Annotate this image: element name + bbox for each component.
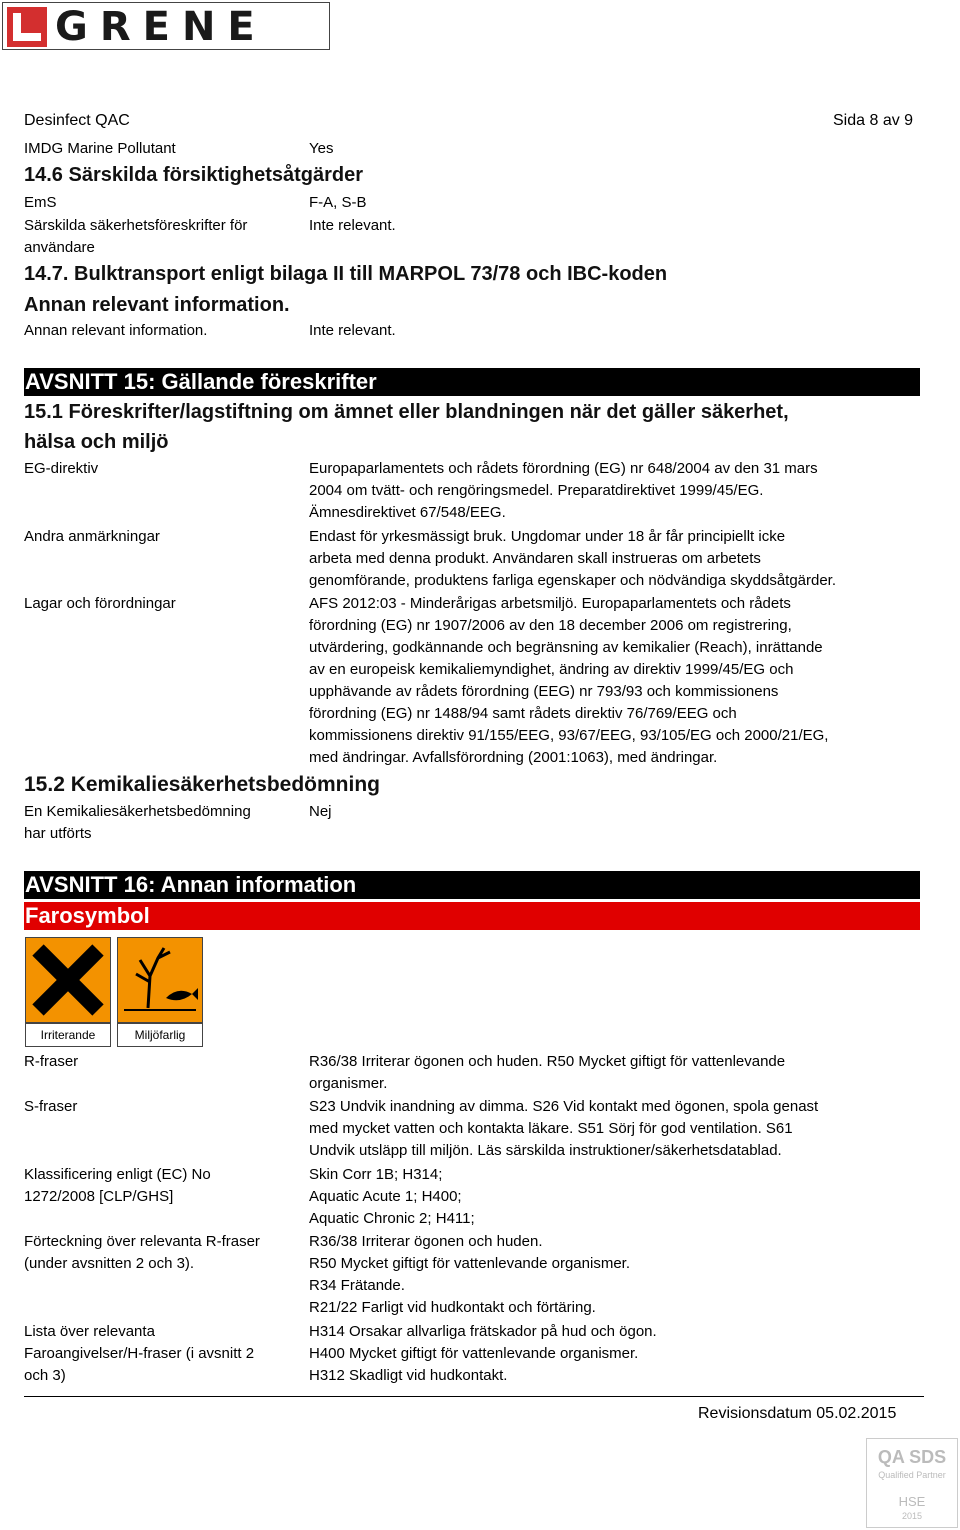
r-phrases-line1: R36/38 Irriterar ögonen och huden. R50 Mycket giftigt för vattenlevande bbox=[309, 1053, 786, 1070]
s-phrases-line2: med mycket vatten och kontakta läkare. S51 Sörj för god ventilation. S61 bbox=[309, 1120, 793, 1137]
laws-label: Lagar och förordningar bbox=[24, 595, 176, 612]
section-16-bar: AVSNITT 16: Annan information bbox=[24, 871, 920, 899]
other-info-heading: Annan relevant information. bbox=[24, 294, 290, 316]
csa-value: Nej bbox=[309, 803, 332, 820]
laws-line4: av en europeisk kemikaliemyndighet, ändring av direktiv 1999/45/EG och bbox=[309, 661, 794, 678]
classification-label-2: 1272/2008 [CLP/GHS] bbox=[24, 1188, 174, 1205]
symbol-label-environment: Miljöfarlig bbox=[117, 1023, 203, 1047]
heading-15-1-line1: 15.1 Föreskrifter/lagstiftning om ämnet eller blandningen när det gäller säkerhet, bbox=[24, 401, 789, 423]
company-logo bbox=[2, 2, 330, 50]
csa-label-1: En Kemikaliesäkerhetsbedömning bbox=[24, 803, 251, 820]
classification-line3: Aquatic Chronic 2; H411; bbox=[309, 1210, 475, 1227]
logo-mark-icon bbox=[7, 7, 47, 47]
eg-directive-line1: Europaparlamentets och rådets förordning (EG) nr 648/2004 av den 31 mars bbox=[309, 460, 818, 477]
csa-label-2: har utförts bbox=[24, 825, 92, 842]
badge-subtitle: Qualified Partner bbox=[878, 1470, 946, 1480]
laws-line2: förordning (EG) nr 1907/2006 av den 18 december 2006 om registrering, bbox=[309, 617, 792, 634]
product-name: Desinfect QAC bbox=[24, 112, 130, 129]
h-list-line3: H312 Skadligt vid hudkontakt. bbox=[309, 1367, 508, 1384]
laws-line8: med ändringar. Avfallsförordning (2001:1063), med ändringar. bbox=[309, 749, 718, 766]
laws-line1: AFS 2012:03 - Minderårigas arbetsmiljö. Europaparlamentets och rådets bbox=[309, 595, 791, 612]
other-info-value: Inte relevant. bbox=[309, 322, 396, 339]
r-phrases-line2: organismer. bbox=[309, 1075, 388, 1092]
special-label-2: användare bbox=[24, 239, 95, 256]
remarks-line2: arbeta med denna produkt. Användaren skall instrueras om arbetets bbox=[309, 550, 761, 567]
remarks-line3: genomförande, produktens farliga egenskaper och nödvändiga skyddsåtgärder. bbox=[309, 572, 837, 589]
r-phrases-label: R-fraser bbox=[24, 1053, 79, 1070]
heading-15-1-line2: hälsa och miljö bbox=[24, 431, 169, 453]
special-value: Inte relevant. bbox=[309, 217, 396, 234]
r-list-line2: R50 Mycket giftigt för vattenlevande organismer. bbox=[309, 1255, 630, 1272]
special-label-1: Särskilda säkerhetsföreskrifter för bbox=[24, 217, 248, 234]
r-list-line4: R21/22 Farligt vid hudkontakt och förtäring. bbox=[309, 1299, 596, 1316]
laws-line7: kommissionens direktiv 91/155/EEG, 93/67/EEG, 93/105/EG och 2000/21/EG, bbox=[309, 727, 829, 744]
logo-brand-text: GRENE bbox=[55, 4, 267, 50]
r-list-label-1: Förteckning över relevanta R-fraser bbox=[24, 1233, 260, 1250]
ems-value: F-A, S-B bbox=[309, 194, 367, 211]
laws-line6: förordning (EG) nr 1488/94 samt rådets direktiv 76/769/EEG och bbox=[309, 705, 737, 722]
remarks-line1: Endast för yrkesmässigt bruk. Ungdomar under 18 år får principiellt icke bbox=[309, 528, 786, 545]
h-list-label-1: Lista över relevanta bbox=[24, 1323, 155, 1340]
revision-date: Revisionsdatum 05.02.2015 bbox=[698, 1405, 897, 1422]
s-phrases-label: S-fraser bbox=[24, 1098, 78, 1115]
laws-line5: upphävande av rådets förordning (EEG) nr 793/93 och kommissionens bbox=[309, 683, 779, 700]
cross-icon bbox=[25, 937, 111, 1023]
imdg-value: Yes bbox=[309, 140, 334, 157]
footer-divider bbox=[24, 1396, 924, 1397]
h-list-line1: H314 Orsakar allvarliga frätskador på hud och ögon. bbox=[309, 1323, 657, 1340]
dead-tree-fish-icon bbox=[117, 937, 203, 1023]
r-list-label-2: (under avsnitten 2 och 3). bbox=[24, 1255, 195, 1272]
r-list-line1: R36/38 Irriterar ögonen och huden. bbox=[309, 1233, 543, 1250]
badge-year: 2015 bbox=[901, 1511, 923, 1521]
other-info-label: Annan relevant information. bbox=[24, 322, 208, 339]
ems-label: EmS bbox=[24, 194, 57, 211]
section-15-bar: AVSNITT 15: Gällande föreskrifter bbox=[24, 368, 920, 396]
heading-15-2: 15.2 Kemikaliesäkerhetsbedömning bbox=[24, 773, 380, 796]
h-list-line2: H400 Mycket giftigt för vattenlevande organismer. bbox=[309, 1345, 639, 1362]
remarks-label: Andra anmärkningar bbox=[24, 528, 160, 545]
s-phrases-line3: Undvik utsläpp till miljön. Läs särskilda instruktioner/säkerhetsdatablad. bbox=[309, 1142, 782, 1159]
classification-line2: Aquatic Acute 1; H400; bbox=[309, 1188, 462, 1205]
qa-sds-badge bbox=[866, 1438, 958, 1528]
h-list-label-2: Faroangivelser/H-fraser (i avsnitt 2 bbox=[24, 1345, 255, 1362]
page-number: Sida 8 av 9 bbox=[833, 112, 914, 129]
classification-line1: Skin Corr 1B; H314; bbox=[309, 1166, 443, 1183]
badge-hse: HSE bbox=[898, 1494, 926, 1509]
heading-14-6: 14.6 Särskilda försiktighetsåtgärder bbox=[24, 164, 364, 186]
laws-line3: utvärdering, godkännande och begränsning av kemikalier (Reach), inrättande bbox=[309, 639, 823, 656]
classification-label-1: Klassificering enligt (EC) No bbox=[24, 1166, 211, 1183]
r-list-line3: R34 Frätande. bbox=[309, 1277, 405, 1294]
eg-directive-line3: Ämnesdirektivet 67/548/EEG. bbox=[309, 504, 506, 521]
badge-title: QA SDS bbox=[877, 1447, 947, 1467]
h-list-label-3: och 3) bbox=[24, 1367, 66, 1384]
heading-14-7: 14.7. Bulktransport enligt bilaga II till MARPOL 73/78 och IBC-koden bbox=[24, 263, 668, 285]
symbol-label-irritant: Irriterande bbox=[25, 1023, 111, 1047]
imdg-label: IMDG Marine Pollutant bbox=[24, 140, 176, 157]
eg-directive-line2: 2004 om tvätt- och rengöringsmedel. Preparatdirektivet 1999/45/EG. bbox=[309, 482, 764, 499]
hazard-symbol-bar: Farosymbol bbox=[24, 902, 920, 930]
s-phrases-line1: S23 Undvik inandning av dimma. S26 Vid kontakt med ögonen, spola genast bbox=[309, 1098, 819, 1115]
eg-directive-label: EG-direktiv bbox=[24, 460, 99, 477]
